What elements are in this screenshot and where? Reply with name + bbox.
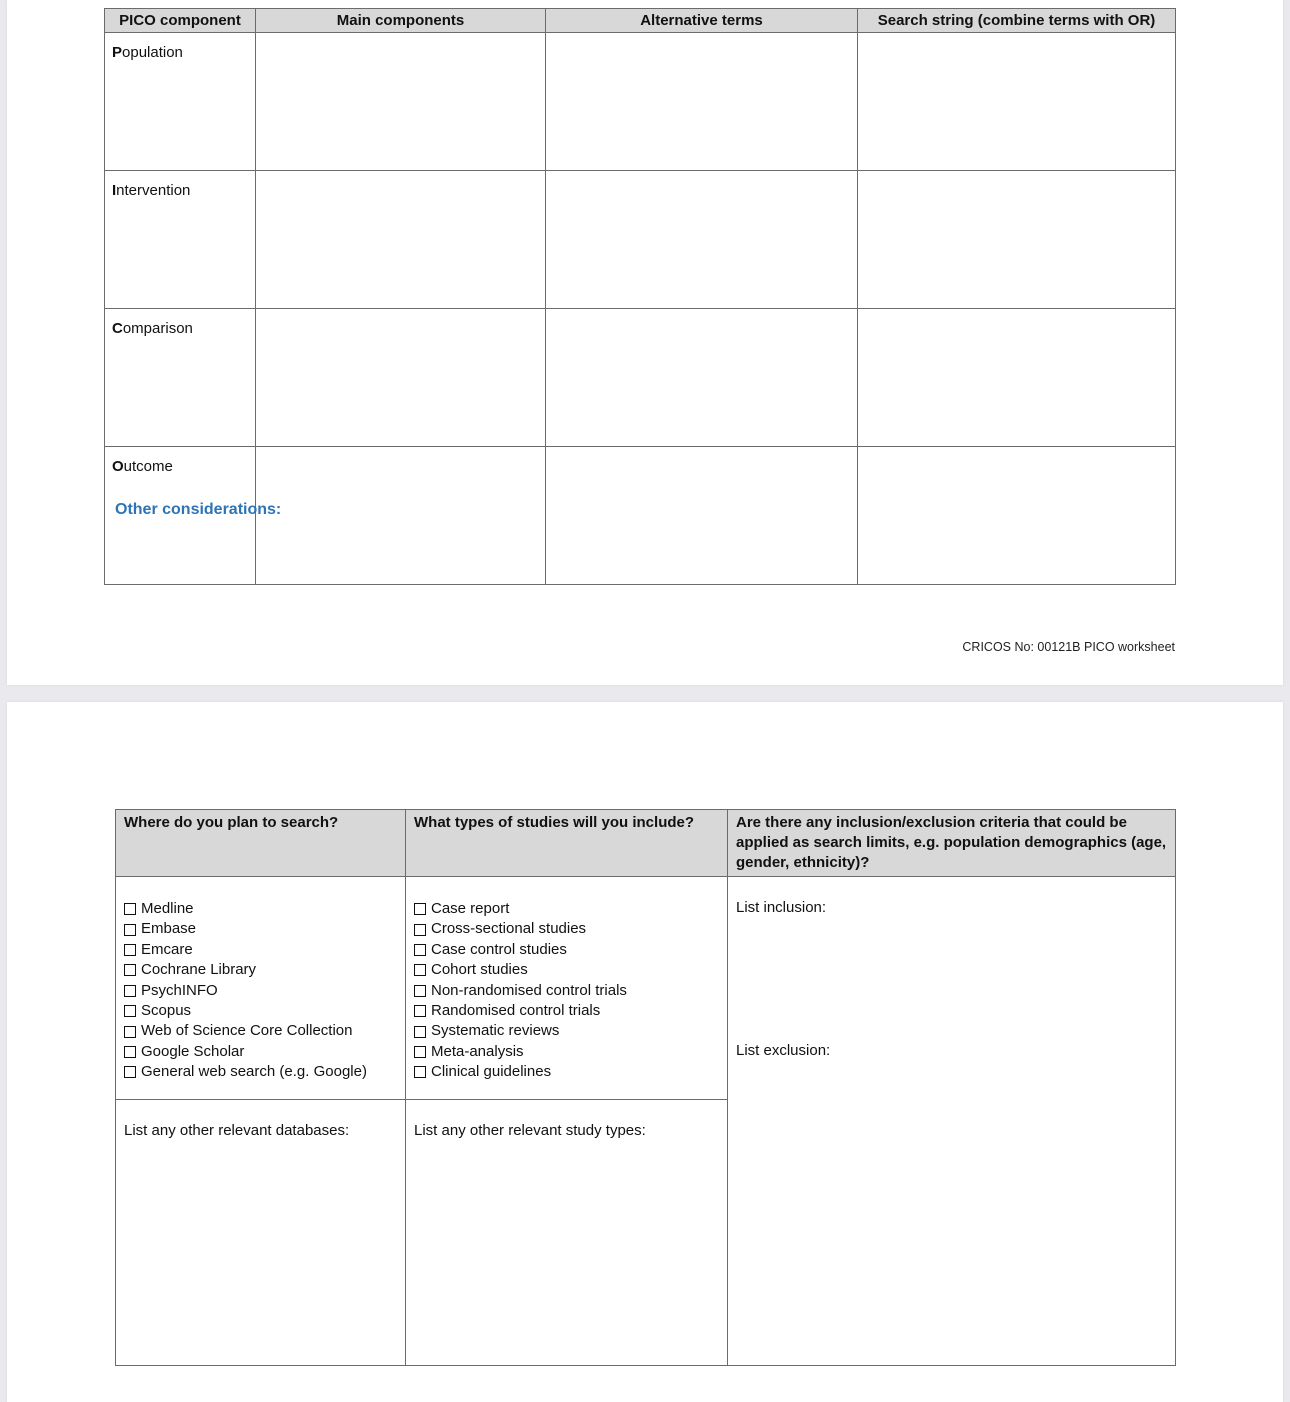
- checkbox-icon[interactable]: [414, 1005, 426, 1017]
- outcome-main-components-cell[interactable]: [256, 447, 546, 585]
- study-checkbox-clinical-guidelines[interactable]: Clinical guidelines: [414, 1062, 719, 1082]
- population-label: Population: [105, 33, 256, 171]
- checkbox-icon[interactable]: [414, 1026, 426, 1038]
- database-checkbox-embase[interactable]: Embase: [124, 919, 397, 939]
- plan-header-row: [116, 810, 1176, 877]
- checkbox-icon[interactable]: [124, 944, 136, 956]
- worksheet-page-1: [7, 0, 1283, 685]
- checkbox-icon[interactable]: [414, 924, 426, 936]
- database-checkbox-psychinfo[interactable]: PsychINFO: [124, 981, 397, 1001]
- databases-cell: [116, 877, 406, 1100]
- other-study-types-cell[interactable]: [406, 1100, 728, 1366]
- study-checkbox-meta-analysis[interactable]: Meta-analysis: [414, 1042, 719, 1062]
- study-types-checklist: [414, 877, 719, 1083]
- list-exclusion-label: List exclusion:: [736, 1042, 831, 1059]
- population-alternative-terms-cell[interactable]: [546, 33, 858, 171]
- study-checkbox-randomised[interactable]: Randomised control trials: [414, 1001, 719, 1021]
- checkbox-icon[interactable]: [414, 1066, 426, 1078]
- comparison-main-components-cell[interactable]: [256, 309, 546, 447]
- database-checkbox-medline[interactable]: Medline: [124, 899, 397, 919]
- other-considerations-heading: Other considerations:: [115, 501, 282, 518]
- checkbox-icon[interactable]: [124, 1066, 136, 1078]
- search-plan-table: [115, 809, 1176, 1366]
- other-databases-label: List any other relevant databases:: [124, 1122, 350, 1139]
- database-checkbox-general-web[interactable]: General web search (e.g. Google): [124, 1062, 397, 1082]
- outcome-search-string-cell[interactable]: [858, 447, 1176, 585]
- study-types-cell: [406, 877, 728, 1100]
- worksheet-page-2: [7, 702, 1283, 1402]
- plan-lists-row: [116, 877, 1176, 1100]
- other-databases-cell[interactable]: [116, 1100, 406, 1366]
- header-study-types: What types of studies will you include?: [406, 810, 728, 877]
- study-checkbox-case-report[interactable]: Case report: [414, 899, 719, 919]
- database-checkbox-emcare[interactable]: Emcare: [124, 940, 397, 960]
- study-checkbox-cross-sectional[interactable]: Cross-sectional studies: [414, 919, 719, 939]
- pico-row-intervention: [105, 171, 1176, 309]
- checkbox-icon[interactable]: [414, 1046, 426, 1058]
- intervention-search-string-cell[interactable]: [858, 171, 1176, 309]
- population-main-components-cell[interactable]: [256, 33, 546, 171]
- intervention-alternative-terms-cell[interactable]: [546, 171, 858, 309]
- checkbox-icon[interactable]: [124, 964, 136, 976]
- checkbox-icon[interactable]: [124, 985, 136, 997]
- header-main-components: Main components: [256, 9, 546, 33]
- header-where-search: Where do you plan to search?: [116, 810, 406, 877]
- population-search-string-cell[interactable]: [858, 33, 1176, 171]
- checkbox-icon[interactable]: [124, 924, 136, 936]
- outcome-label: Outcome: [105, 447, 256, 585]
- study-checkbox-systematic-reviews[interactable]: Systematic reviews: [414, 1021, 719, 1041]
- header-search-string: Search string (combine terms with OR): [858, 9, 1176, 33]
- other-study-types-label: List any other relevant study types:: [414, 1122, 646, 1139]
- outcome-alternative-terms-cell[interactable]: [546, 447, 858, 585]
- pico-row-comparison: [105, 309, 1176, 447]
- study-checkbox-non-randomised[interactable]: Non-randomised control trials: [414, 981, 719, 1001]
- checkbox-icon[interactable]: [414, 985, 426, 997]
- intervention-main-components-cell[interactable]: [256, 171, 546, 309]
- study-checkbox-cohort[interactable]: Cohort studies: [414, 960, 719, 980]
- list-inclusion-label: List inclusion:: [736, 899, 827, 916]
- header-alternative-terms: Alternative terms: [546, 9, 858, 33]
- intervention-label: Intervention: [105, 171, 256, 309]
- checkbox-icon[interactable]: [124, 903, 136, 915]
- database-checkbox-web-of-science[interactable]: Web of Science Core Collection: [124, 1021, 397, 1041]
- study-checkbox-case-control[interactable]: Case control studies: [414, 940, 719, 960]
- pico-header-row: [105, 9, 1176, 33]
- comparison-search-string-cell[interactable]: [858, 309, 1176, 447]
- header-pico-component: PICO component: [105, 9, 256, 33]
- pico-row-population: [105, 33, 1176, 171]
- inclusion-exclusion-cell[interactable]: [728, 877, 1176, 1366]
- checkbox-icon[interactable]: [124, 1026, 136, 1038]
- database-checkbox-google-scholar[interactable]: Google Scholar: [124, 1042, 397, 1062]
- database-checkbox-cochrane[interactable]: Cochrane Library: [124, 960, 397, 980]
- databases-checklist: [124, 877, 397, 1083]
- footer-cricos: CRICOS No: 00121B PICO worksheet: [962, 640, 1175, 654]
- checkbox-icon[interactable]: [414, 903, 426, 915]
- database-checkbox-scopus[interactable]: Scopus: [124, 1001, 397, 1021]
- comparison-label: Comparison: [105, 309, 256, 447]
- checkbox-icon[interactable]: [124, 1005, 136, 1017]
- checkbox-icon[interactable]: [124, 1046, 136, 1058]
- header-inclusion-exclusion: Are there any inclusion/exclusion criteria that could be applied as search limits, e.g. population demographics (age, gender, ethnicity)?: [728, 810, 1176, 877]
- comparison-alternative-terms-cell[interactable]: [546, 309, 858, 447]
- pico-table: [104, 8, 1176, 585]
- checkbox-icon[interactable]: [414, 964, 426, 976]
- checkbox-icon[interactable]: [414, 944, 426, 956]
